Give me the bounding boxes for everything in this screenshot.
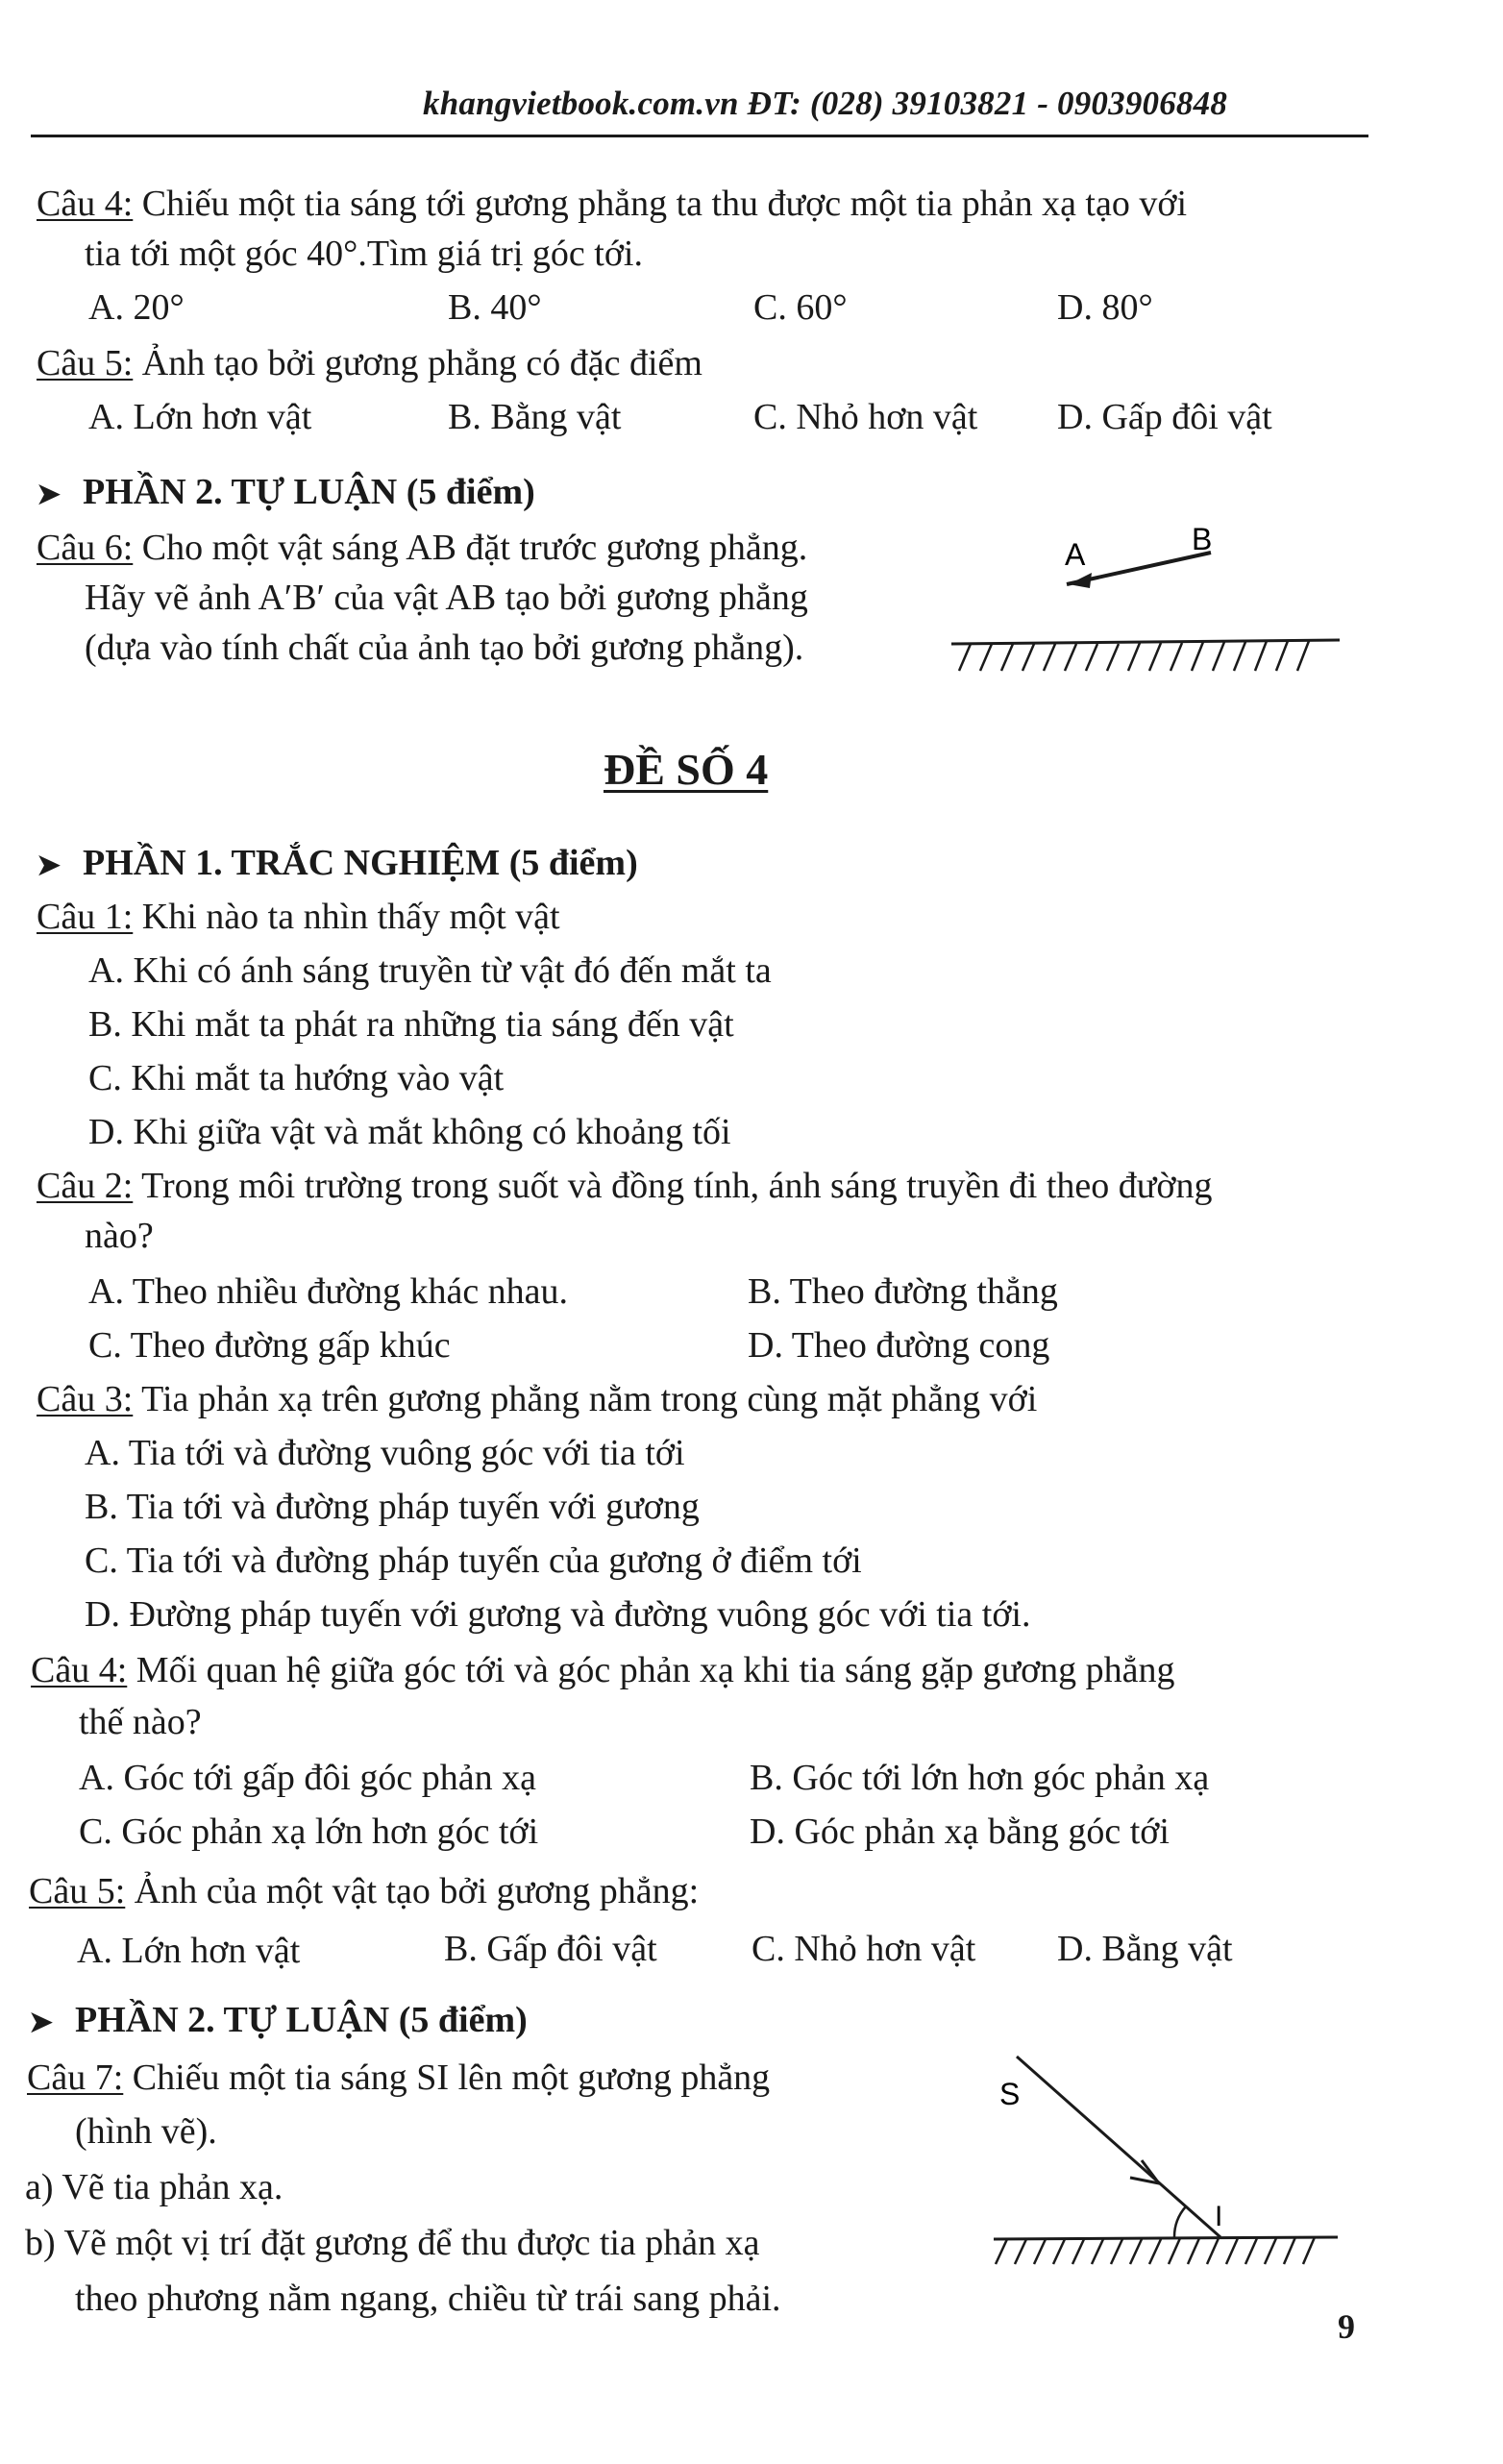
q6-line2: Hãy vẽ ảnh A′B′ của vật AB tạo bởi gương phẳng [85,578,808,618]
point-s-label: S [999,2077,1021,2111]
q4a-option-c: C. 60° [753,287,848,328]
q5b-option-b: B. Gấp đôi vật [444,1929,657,1969]
q5a-option-b: B. Bằng vật [448,397,622,437]
q1-option-a: A. Khi có ánh sáng truyền từ vật đó đến mắt ta [88,950,772,991]
q5a-label: Câu 5: [37,343,134,383]
q3-label: Câu 3: [37,1379,134,1419]
incident-ray-si [1017,2057,1223,2237]
arrow-bullet-icon: ➤ [29,2007,54,2038]
q4b-option-c: C. Góc phản xạ lớn hơn góc tới [79,1811,539,1852]
q1-text: Khi nào ta nhìn thấy một vật [133,897,560,937]
q7-text: Chiếu một tia sáng SI lên một gương phẳng [123,2057,771,2098]
q3-option-d: D. Đường pháp tuyến với gương và đường vuông góc với tia tới. [85,1594,1031,1635]
q7-label: Câu 7: [27,2057,124,2098]
q5a-text: Ảnh tạo bởi gương phẳng có đặc điểm [133,343,702,383]
part2a-title: PHẦN 2. TỰ LUẬN (5 điểm) [83,472,535,512]
page-header: khangvietbook.com.vn ĐT: (028) 39103821 - 0903906848 [423,85,1228,122]
q1-option-d: D. Khi giữa vật và mắt không có khoảng tối [88,1112,731,1152]
q2-option-b: B. Theo đường thẳng [748,1271,1058,1312]
point-b-label: B [1192,522,1213,556]
q5a-option-c: C. Nhỏ hơn vật [753,397,978,437]
q4a-line1 [37,183,1187,225]
q7-line1 [27,2057,770,2099]
q5b-text: Ảnh của một vật tạo bởi gương phẳng: [125,1871,700,1911]
part2a-heading [37,471,535,516]
mirror-surface [951,640,1340,644]
mirror-surface [994,2237,1338,2239]
q4b-option-b: B. Góc tới lớn hơn góc phản xạ [750,1758,1210,1798]
incidence-angle-arc [1174,2206,1186,2237]
point-a-label: A [1065,537,1086,572]
q3-text: Tia phản xạ trên gương phẳng nằm trong cùng mặt phẳng với [133,1379,1038,1419]
arrow-bullet-icon: ➤ [37,479,62,510]
q7-line3: a) Vẽ tia phản xạ. [25,2167,283,2207]
point-i-label: I [1215,2201,1223,2232]
q6-label: Câu 6: [37,528,134,568]
q3-option-b: B. Tia tới và đường pháp tuyến với gương [85,1487,700,1527]
q6-mirror-figure [951,519,1355,692]
q2-line2: nào? [85,1216,154,1256]
arrow-bullet-icon: ➤ [37,850,62,881]
q4a-option-d: D. 80° [1057,287,1153,328]
q4b-label: Câu 4: [31,1650,128,1690]
q2-option-d: D. Theo đường cong [748,1325,1050,1366]
part2b-title: PHẦN 2. TỰ LUẬN (5 điểm) [75,2000,528,2040]
mirror-hatching [959,641,1309,671]
q2-option-a: A. Theo nhiều đường khác nhau. [88,1271,569,1312]
q1-line1 [37,896,560,938]
part1-heading [37,842,638,887]
q6-line3: (dựa vào tính chất của ảnh tạo bởi gương phẳng). [85,628,804,668]
q1-label: Câu 1: [37,897,134,937]
q4b-option-a: A. Góc tới gấp đôi góc phản xạ [79,1758,536,1798]
mirror-hatching [996,2237,1315,2264]
q4a-text: Chiếu một tia sáng tới gương phẳng ta thu được một tia phản xạ tạo với [133,184,1188,224]
q2-line1 [37,1165,1212,1207]
header-rule [31,135,1368,137]
q4a-label: Câu 4: [37,184,134,224]
q5b-option-d: D. Bằng vật [1057,1929,1233,1969]
ray-direction-arrow-icon [1130,2160,1159,2183]
q4a-line2: tia tới một góc 40°.Tìm giá trị góc tới. [85,234,643,274]
q1-option-b: B. Khi mắt ta phát ra những tia sáng đến vật [88,1004,734,1045]
page-number: 9 [1338,2307,1355,2346]
q5b-label: Câu 5: [29,1871,126,1911]
q5a-line1 [37,342,702,384]
q5a-option-a: A. Lớn hơn vật [88,397,312,437]
q3-line1 [37,1378,1037,1420]
q7-ray-figure [980,2047,1365,2268]
exam-title: ĐỀ SỐ 4 [604,745,769,794]
q5b-line1 [29,1870,699,1912]
q4a-option-b: B. 40° [448,287,542,328]
object-ab-arrowhead [1069,573,1092,588]
q2-text: Trong môi trường trong suốt và đồng tính, ánh sáng truyền đi theo đường [133,1166,1213,1206]
part2b-heading [29,1999,528,2044]
q5a-option-d: D. Gấp đôi vật [1057,397,1272,437]
q3-option-c: C. Tia tới và đường pháp tuyến của gương ở điểm tới [85,1540,862,1581]
q5b-option-a: A. Lớn hơn vật [77,1931,301,1971]
q4b-line1 [31,1649,1175,1691]
q3-option-a: A. Tia tới và đường vuông góc với tia tới [85,1433,685,1473]
q7-line2: (hình vẽ). [75,2111,217,2152]
q4b-line2: thế nào? [79,1702,202,1742]
part1-title: PHẦN 1. TRẮC NGHIỆM (5 điểm) [83,843,638,883]
q6-text: Cho một vật sáng AB đặt trước gương phẳng. [133,528,808,568]
q2-label: Câu 2: [37,1166,134,1206]
q2-option-c: C. Theo đường gấp khúc [88,1325,451,1366]
q4a-option-a: A. 20° [88,287,185,328]
q7-line5: theo phương nằm ngang, chiều từ trái sang phải. [75,2279,781,2319]
q6-line1 [37,527,807,569]
q1-option-c: C. Khi mắt ta hướng vào vật [88,1058,505,1098]
q4b-option-d: D. Góc phản xạ bằng góc tới [750,1811,1170,1852]
q5b-option-c: C. Nhỏ hơn vật [752,1929,976,1969]
q7-line4: b) Vẽ một vị trí đặt gương để thu được tia phản xạ [25,2223,760,2263]
q4b-text: Mối quan hệ giữa góc tới và góc phản xạ khi tia sáng gặp gương phẳng [127,1650,1175,1690]
